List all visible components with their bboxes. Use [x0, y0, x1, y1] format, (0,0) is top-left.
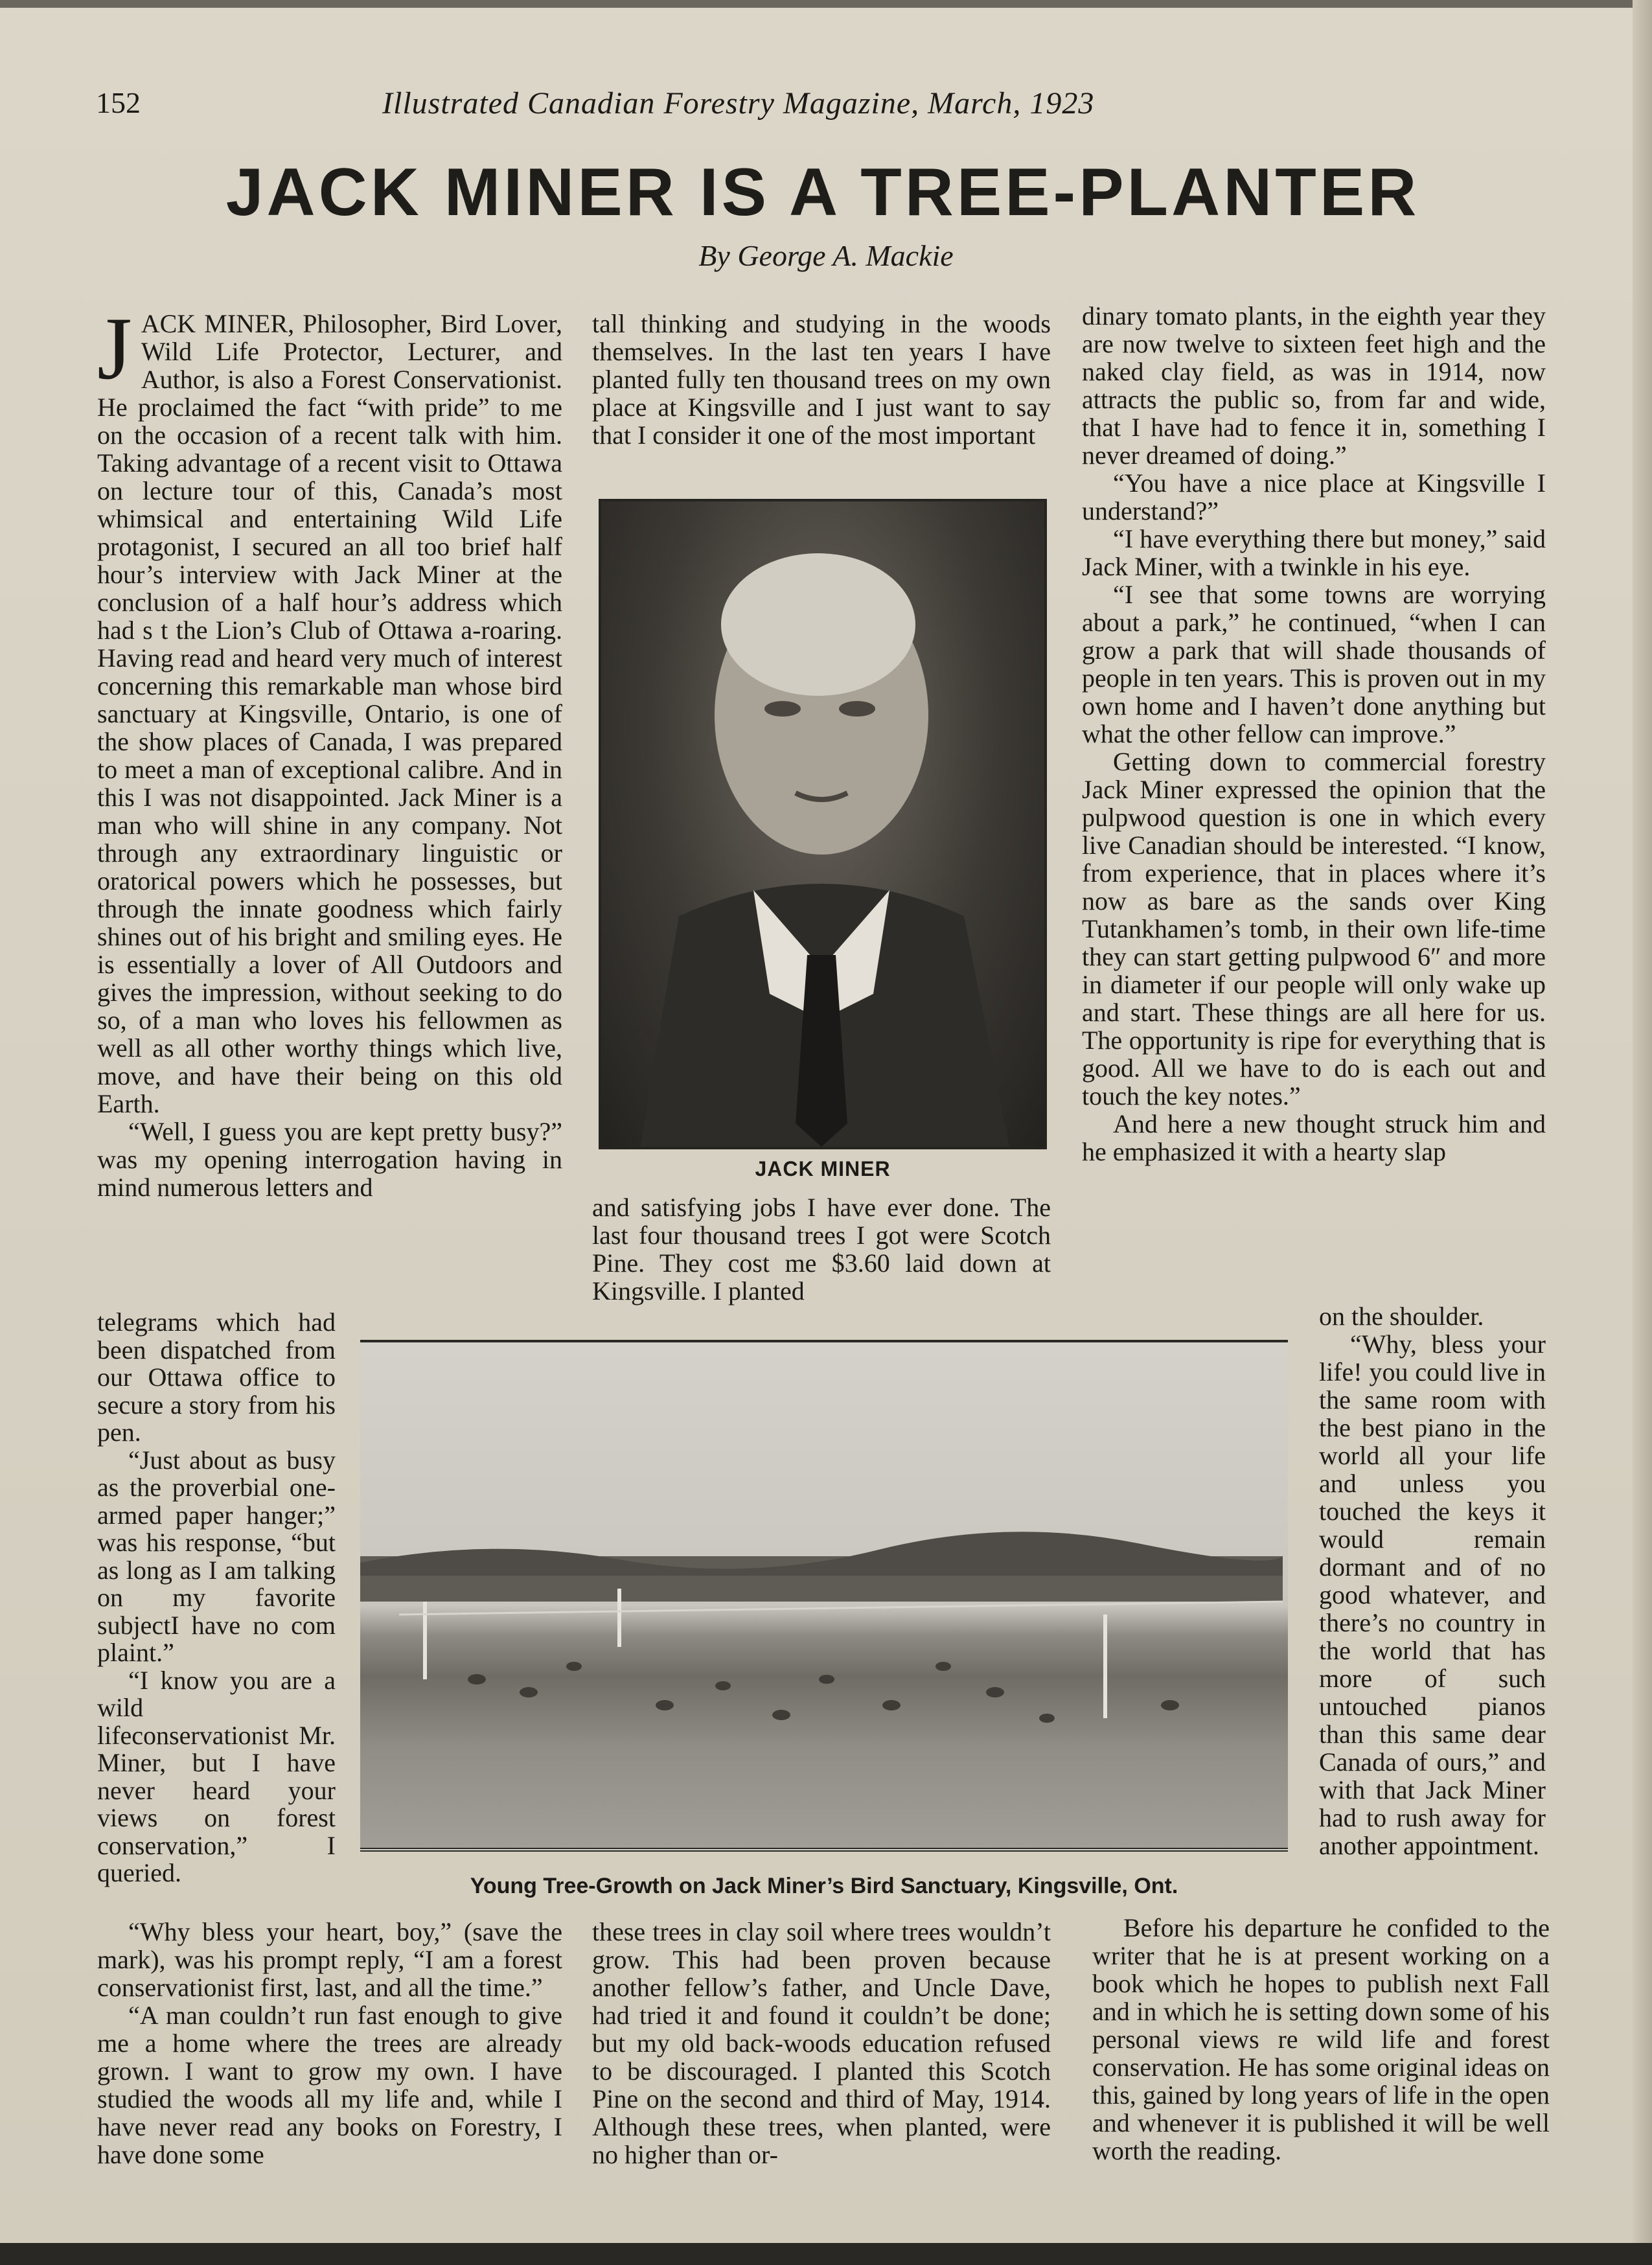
column-1-narrow [97, 1309, 336, 1887]
portrait-photo [599, 499, 1047, 1149]
paragraph: Before his departure he confided to the writer that he is at present working on a book which he hopes to publish next Fall and in which he is setting down some of his personal views re wild life and forest conservation. He has some original ideas on this, gained by long years of life in the open and whenever it is published it will be well worth the reading. [1092, 1913, 1550, 2165]
article-byline: By George A. Mackie [698, 239, 954, 272]
column-2-mid [592, 1193, 1051, 1305]
column-2-top [592, 310, 1051, 449]
paragraph: telegrams which had been dispatched from our Ottawa office to secure a story from his pen. [97, 1307, 336, 1447]
paragraph: “Just about as busy as the proverbial one-armed paper hanger;” was his response, “but as long as I am talking on my favorite subjectI have no com plaint.” [97, 1445, 336, 1667]
portrait-caption: JACK MINER [755, 1157, 891, 1180]
paragraph: tall thinking and studying in the woods themselves. In the last ten years I have planted fully ten thousand trees on my own place at Kingsville and I just want to say that I consider it one of the most important [592, 309, 1051, 450]
landscape-scene [360, 1342, 1283, 1848]
paragraph: “I know you are a wild lifeconservationist Mr. Miner, but I have never heard your views on forest conservation,” I queried. [97, 1665, 336, 1887]
paragraph: “I see that some towns are worrying about a park,” he continued, “when I can grow a park that will shade thousands of people in ten years. This is proven out in my own home and I haven’t done anything but what the other fellow can improve.” [1082, 580, 1546, 748]
column-2-bottom [592, 1918, 1051, 2168]
paragraph: dinary tomato plants, in the eighth year they are now twelve to sixteen feet high and the naked clay field, as was in 1914, now attracts the public so, from far and wide, that I have had to fence it in, something I never dreamed of doing.” [1082, 301, 1546, 470]
paragraph: Getting down to commercial forestry Jack Miner expressed the opinion that the pulpwood question is one in which every live Canadian should be interested. “I know, from experience, that in places where it’s now as bare as the sands over King Tutankhamen’s tomb, in their own life-time they can start getting pulpwood 6″ and more in diameter if our people will only wake up and start. These things are all here for us. The opportunity is ripe for everything that is good. All we have to do is each out and touch the key notes.” [1082, 747, 1546, 1110]
running-header: Illustrated Canadian Forestry Magazine, March, 1923 [382, 86, 1095, 121]
scan-bottom-edge [0, 2243, 1652, 2265]
landscape-photo [360, 1340, 1288, 1852]
paragraph: on the shoulder. [1319, 1302, 1484, 1331]
paragraph: and satisfying jobs I have ever done. The last four thousand trees I got were Scotch Pine. They cost me $3.60 laid down at Kingsville. I planted [592, 1193, 1051, 1305]
paragraph: ACK MINER, Philosopher, Bird Lover, Wild Life Protector, Lecturer, and Author, is also a Forest Conservationist. He proclaimed the fact “with pride” to me on the occasion of a recent talk with him. Taking advantage of a recent visit to Ottawa on lecture tour of this, Canada’s most whimsical and entertaining Wild Life protagonist, I secured an all too brief half hour’s interview with Jack Miner at the conclusion of a half hour’s address which had s t the Lion’s Club of Ottawa a-roaring. Having read and heard very much of interest concerning this remarkable man whose bird sanctuary at Kingsville, Ontario, is one of the show places of Canada, I was prepared to meet a man of exceptional calibre. And in this I was not disappointed. Jack Miner is a man who will shine in any company. Not through any extraordinary linguistic or oratorical powers which he possesses, but through the innate goodness which fairly shines out of his bright and smiling eyes. He is essentially a lover of All Outdoors and gives the impression, without seeking to do so, of a man who loves his fellowmen as well as all other worthy things which live, move, and have their being on this old Earth. [97, 309, 562, 1118]
paragraph: “Well, I guess you are kept pretty busy?” was my opening interrogation having in mind numerous letters and [97, 1117, 562, 1202]
page-number: 152 [96, 86, 141, 119]
paragraph: “A man couldn’t run fast enough to give me a home where the trees are already grown. I want to grow my own. I have studied the woods all my life and, while I have never read any books on Forestry, I have done some [97, 2001, 562, 2169]
paragraph: “You have a nice place at Kingsville I understand?” [1082, 468, 1546, 525]
column-1-bottom [97, 1918, 562, 2168]
article-headline: JACK MINER IS A TREE-PLANTER [225, 155, 1420, 230]
scan-top-edge [0, 0, 1652, 8]
column-3-narrow [1319, 1302, 1546, 1859]
landscape-caption: Young Tree-Growth on Jack Miner’s Bird Sanctuary, Kingsville, Ont. [470, 1874, 1178, 1898]
paragraph: And here a new thought struck him and he emphasized it with a hearty slap [1082, 1109, 1546, 1166]
column-1-top [97, 299, 562, 1202]
column-3-top [1082, 302, 1546, 1166]
paragraph: these trees in clay soil where trees wouldn’t grow. This had been proven because another fellow’s father, and Uncle Dave, had tried it and found it couldn’t be done; but my old back-woods education refused to be discouraged. I planted this Scotch Pine on the second and third of May, 1914. Although these trees, when planted, were no higher than or- [592, 1917, 1051, 2169]
paragraph: “Why bless your heart, boy,” (save the mark), was his prompt reply, “I am a forest conservationist first, last, and all the time.” [97, 1917, 562, 2002]
scan-right-edge [1633, 0, 1652, 2265]
drop-cap: J [97, 299, 132, 398]
portrait-figure [601, 501, 1044, 1147]
column-3-bottom [1092, 1914, 1550, 2165]
paragraph: “Why, bless your life! you could live in the same room with the best piano in the world all your life and unless you touched the keys it would remain dormant and of no good whatever, and there’s no country in the world that has more of such untouched pianos than this same dear Canada of ours,” and with that Jack Miner had to rush away for another appointment. [1319, 1329, 1546, 1860]
paragraph: “I have everything there but money,” said Jack Miner, with a twinkle in his eye. [1082, 524, 1546, 581]
